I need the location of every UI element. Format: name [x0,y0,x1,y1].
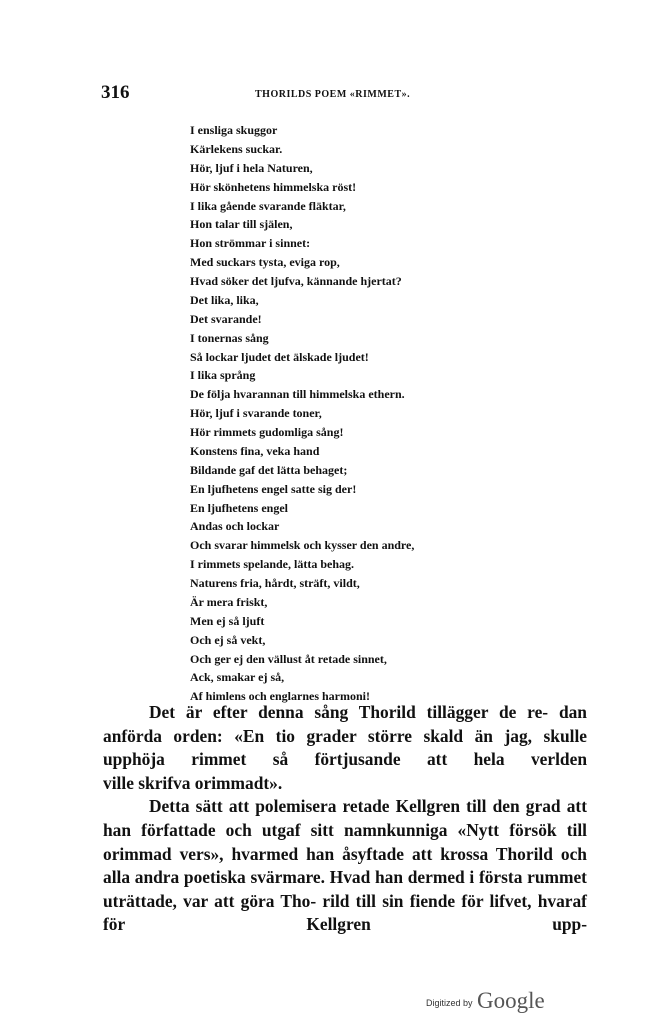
poem-line: Det lika, lika, [190,292,259,307]
text-line: krossa Thorild och alla andra poetiska svärmare. Hvad [103,843,587,888]
poem-block [190,121,414,706]
poem-line: Kärlekens suckar. [190,141,283,156]
digitized-by-google-watermark [426,988,545,1014]
poem-line: Af himlens och englarnes harmoni! [190,689,370,704]
text-line: försök till orimmad vers», hvarmed han åsyftade att [103,819,587,864]
poem-line: Hör rimmets gudomliga sång! [190,425,344,439]
poem-line: Naturens fria, hårdt, sträft, vildt, [190,576,360,590]
paragraph [103,701,587,772]
text-line: skulle upphöja rimmet så förtjusande att hela verlden [103,725,587,770]
text-line: Det är efter denna sång Thorild tillägger de re- [149,702,549,722]
text-line: Detta sätt att polemisera retade Kellgren till den [149,796,520,817]
poem-line: Andas och lockar [190,519,280,534]
poem-line: Hon talar till själen, [190,217,293,232]
poem-line: Så lockar ljudet det älskade ljudet! [190,349,369,364]
text-line: rild till sin fiende för lifvet, hvaraf för Kellgren upp- [103,890,587,935]
poem-line: I rimmets spelande, lätta behag. [190,557,354,572]
paragraph-end [103,772,587,796]
prose-body [103,701,587,937]
poem-line: Men ej så ljuft [190,613,265,628]
text-line: han dermed i första rummet uträttade, var att göra Tho- [103,867,587,911]
text-line: ville skrifva orimmadt». [103,772,283,793]
poem-line: I lika gående svarande fläktar, [190,198,346,213]
poem-line: Hör skönhetens himmelska röst! [190,179,357,194]
poem-line: En ljufhetens engel [190,500,289,515]
poem-line: Och svarar himmelsk och kysser den andre, [190,538,415,553]
poem-line: Det svarande! [190,311,262,326]
poem-line: Hon strömmar i sinnet: [190,236,311,251]
paragraph [103,795,587,937]
poem-line: Konstens fina, veka hand [190,443,320,458]
poem-line: Och ger ej den vällust åt retade sinnet, [190,651,387,666]
poem-line: Hör, ljuf i svarande toner, [190,406,322,421]
poem-line: Bildande gaf det lätta behaget; [190,462,348,477]
poem-line: I tonernas sång [190,330,269,345]
poem-line: I lika språng [190,368,256,383]
poem-line: De följa hvarannan till himmelska ethern. [190,387,405,402]
poem-line: Ack, smakar ej så, [190,670,285,685]
running-title: THORILDS POEM «RIMMET». [255,89,411,100]
poem-line: Med suckars tysta, eviga rop, [190,255,340,270]
poem-line: Hör, ljuf i hela Naturen, [190,160,313,175]
digitized-by-label: Digitized by [426,998,473,1008]
poem-line: Och ej så vekt, [190,632,266,647]
page-number: 316 [101,82,130,103]
text-line: grad att han författade och utgaf sitt namnkunniga «Nytt [103,796,587,840]
text-line: dan anförda orden: «En tio grader större skald än jag, [103,702,587,746]
poem-line: I ensliga skuggor [190,123,278,137]
poem-line: Är mera friskt, [190,594,268,609]
poem-line: En ljufhetens engel satte sig der! [190,481,357,496]
poem-line: Hvad söker det ljufva, kännande hjertat? [190,274,402,288]
google-logo: Google [476,988,545,1013]
